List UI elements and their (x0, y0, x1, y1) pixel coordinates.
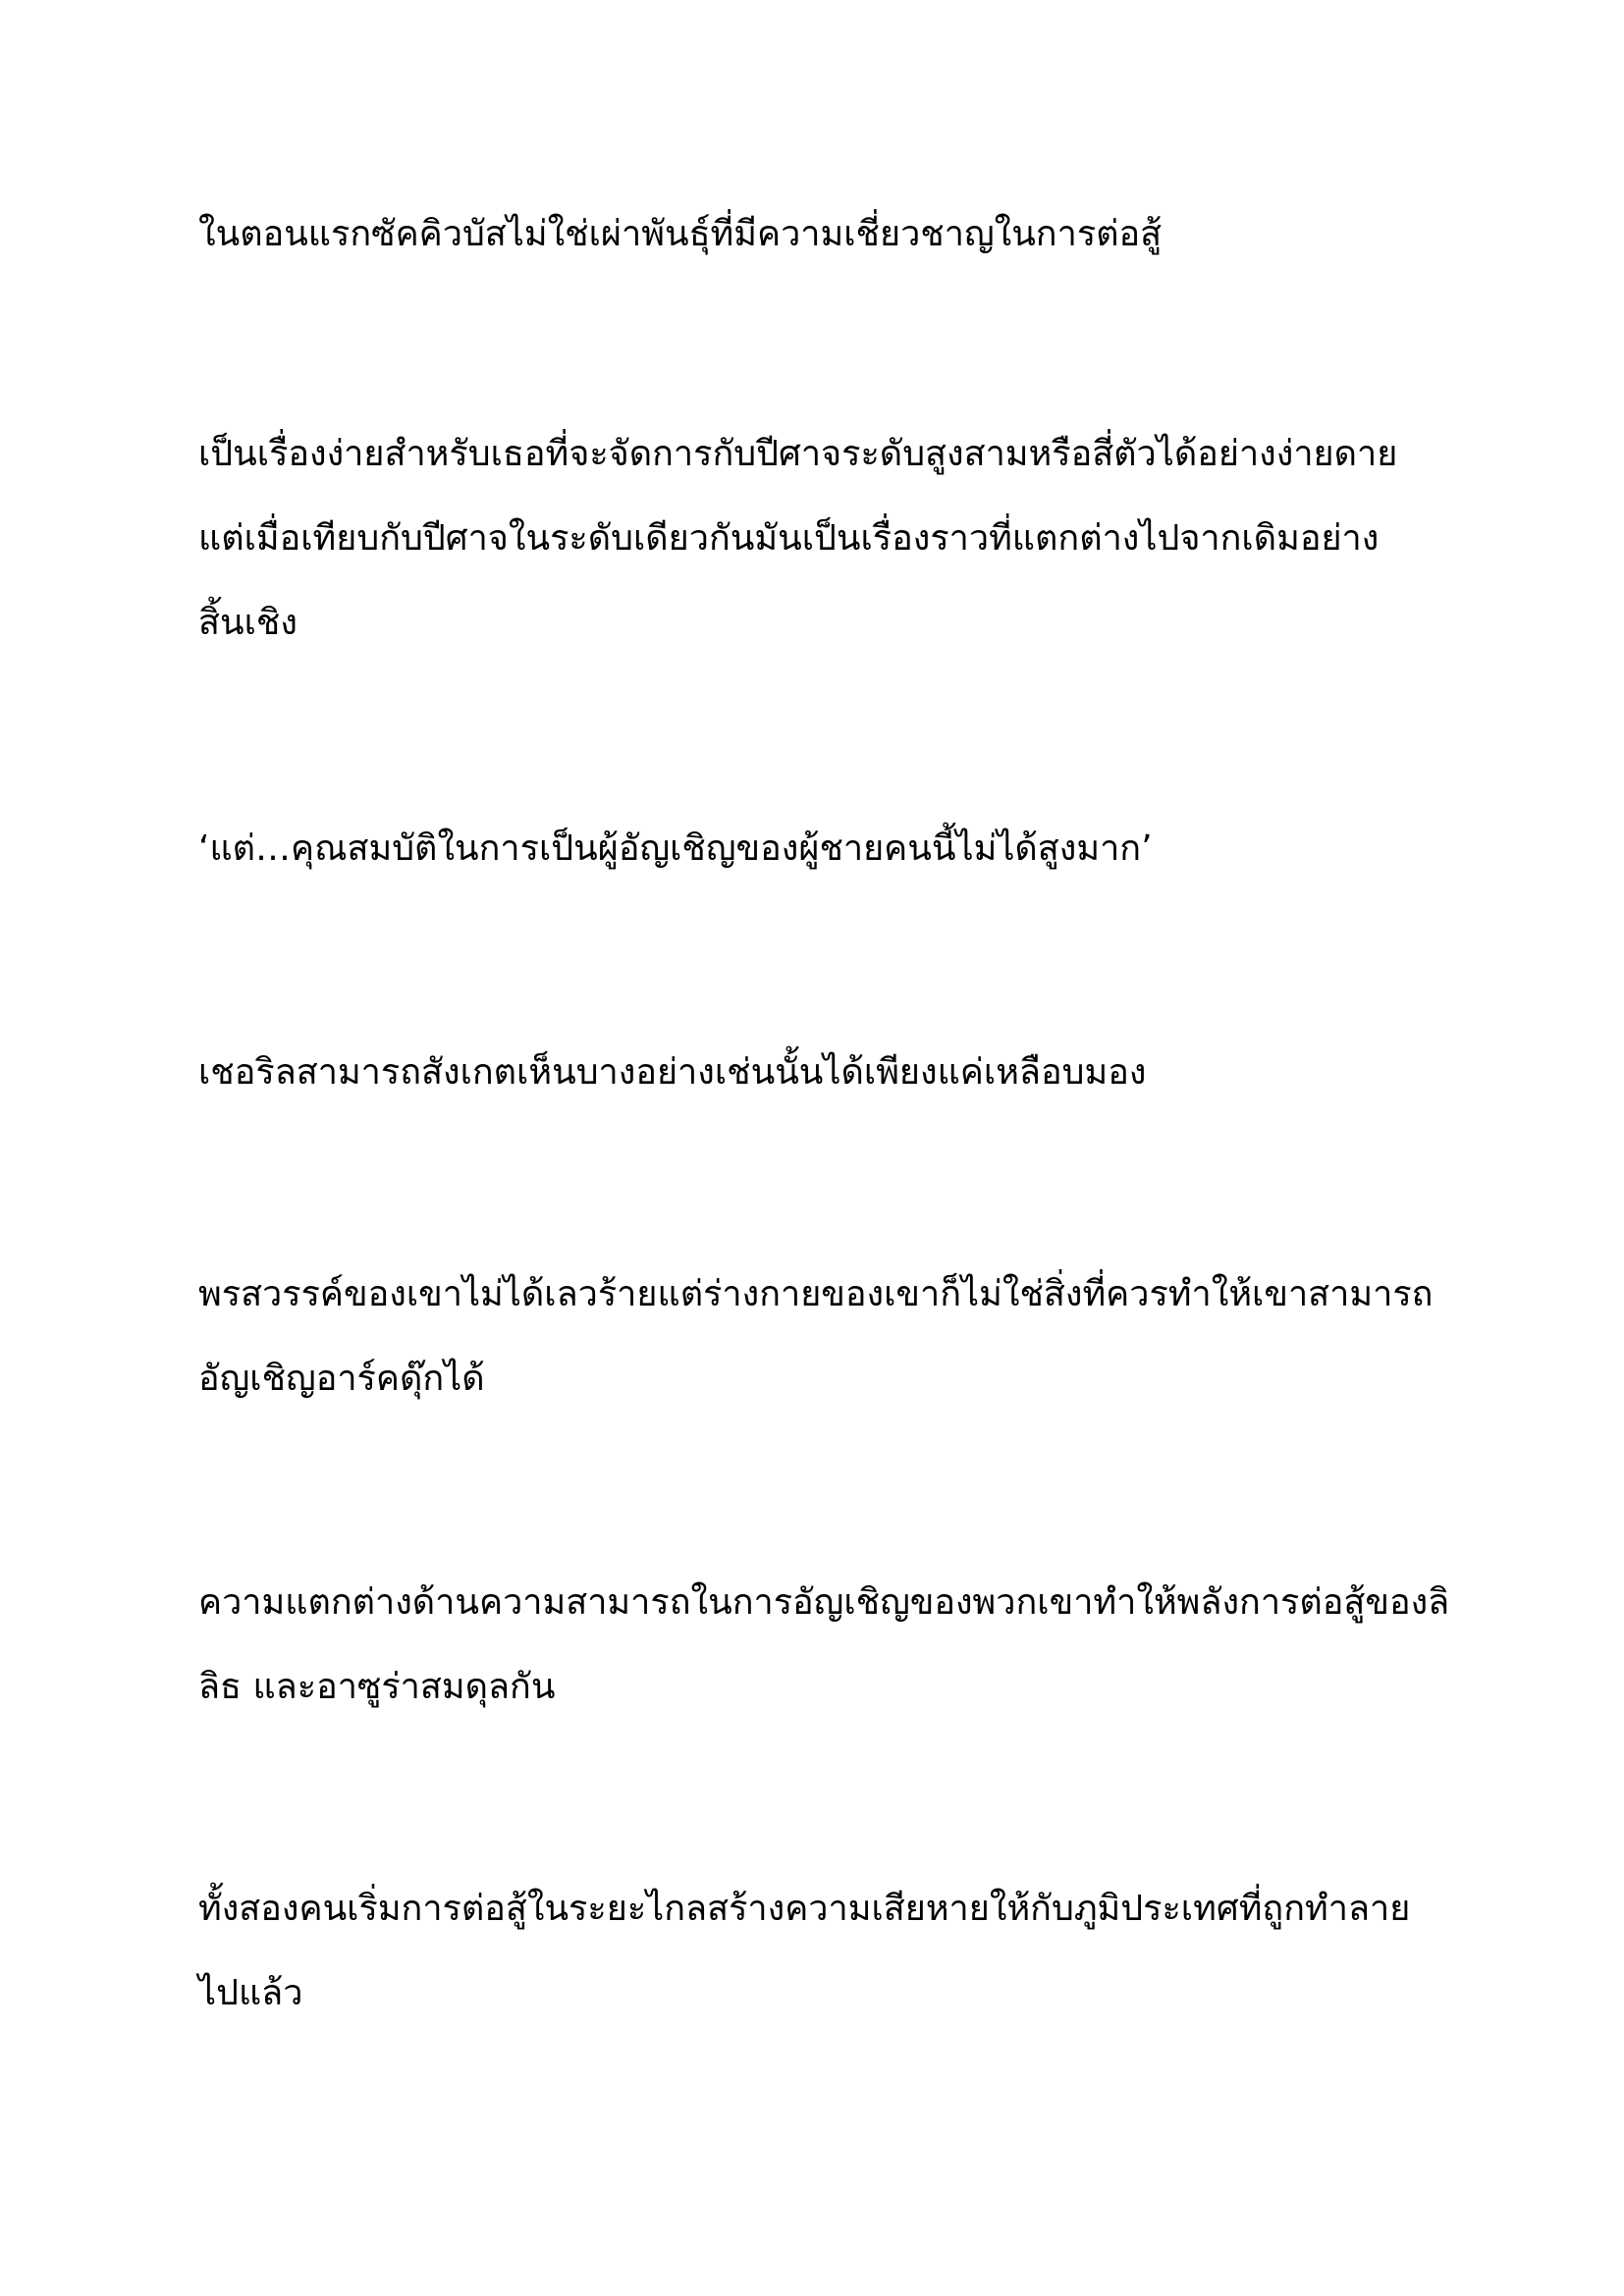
text-line: ในตอนแรกซัคคิวบัสไม่ใช่เผ่าพันธุ์ที่มีความเชี่ยวชาญในการต่อสู้ (198, 214, 1163, 254)
text-line: ทั้งสองคนเริ่มการต่อสู้ในระยะไกลสร้างความเสียหายให้กับภูมิประเทศที่ถูกทำลาย (198, 1889, 1411, 1929)
text-line: แต่เมื่อเทียบกับปีศาจในระดับเดียวกันมันเป็นเรื่องราวที่แตกต่างไปจากเดิมอย่าง (198, 518, 1380, 559)
paragraph-2 (198, 412, 1455, 666)
paragraph-3 (198, 807, 1455, 891)
paragraph-5 (198, 1253, 1455, 1421)
paragraph-7 (198, 1867, 1455, 2036)
text-line: ความแตกต่างด้านความสามารถในการอัญเชิญของพวกเขาทำให้พลังการต่อสู้ของลิ (198, 1582, 1450, 1623)
text-line: สิ้นเชิง (198, 603, 298, 643)
text-line: เป็นเรื่องง่ายสำหรับเธอที่จะจัดการกับปีศาจระดับสูงสามหรือสี่ตัวได้อย่างง่ายดาย (198, 434, 1398, 474)
text-line: ‘แต่…คุณสมบัติในการเป็นผู้อัญเชิญของผู้ชายคนนี้ไม่ได้สูงมาก’ (198, 828, 1153, 869)
text-line: พรสวรรค์ของเขาไม่ได้เลวร้ายแต่ร่างกายของเขาก็ไม่ใช่สิ่งที่ควรทำให้เขาสามารถ (198, 1274, 1434, 1314)
paragraph-4 (198, 1031, 1455, 1115)
text-line: ไปแล้ว (198, 1973, 303, 2013)
paragraph-1 (198, 192, 1455, 277)
paragraph-6 (198, 1561, 1455, 1730)
text-line: เชอริลสามารถสังเกตเห็นบางอย่างเช่นนั้นได้เพียงแค่เหลือบมอง (198, 1052, 1147, 1093)
text-line: อัญเชิญอาร์คดุ๊กได้ (198, 1359, 485, 1399)
text-line: ลิธ และอาซูร่าสมดุลกัน (198, 1667, 556, 1707)
